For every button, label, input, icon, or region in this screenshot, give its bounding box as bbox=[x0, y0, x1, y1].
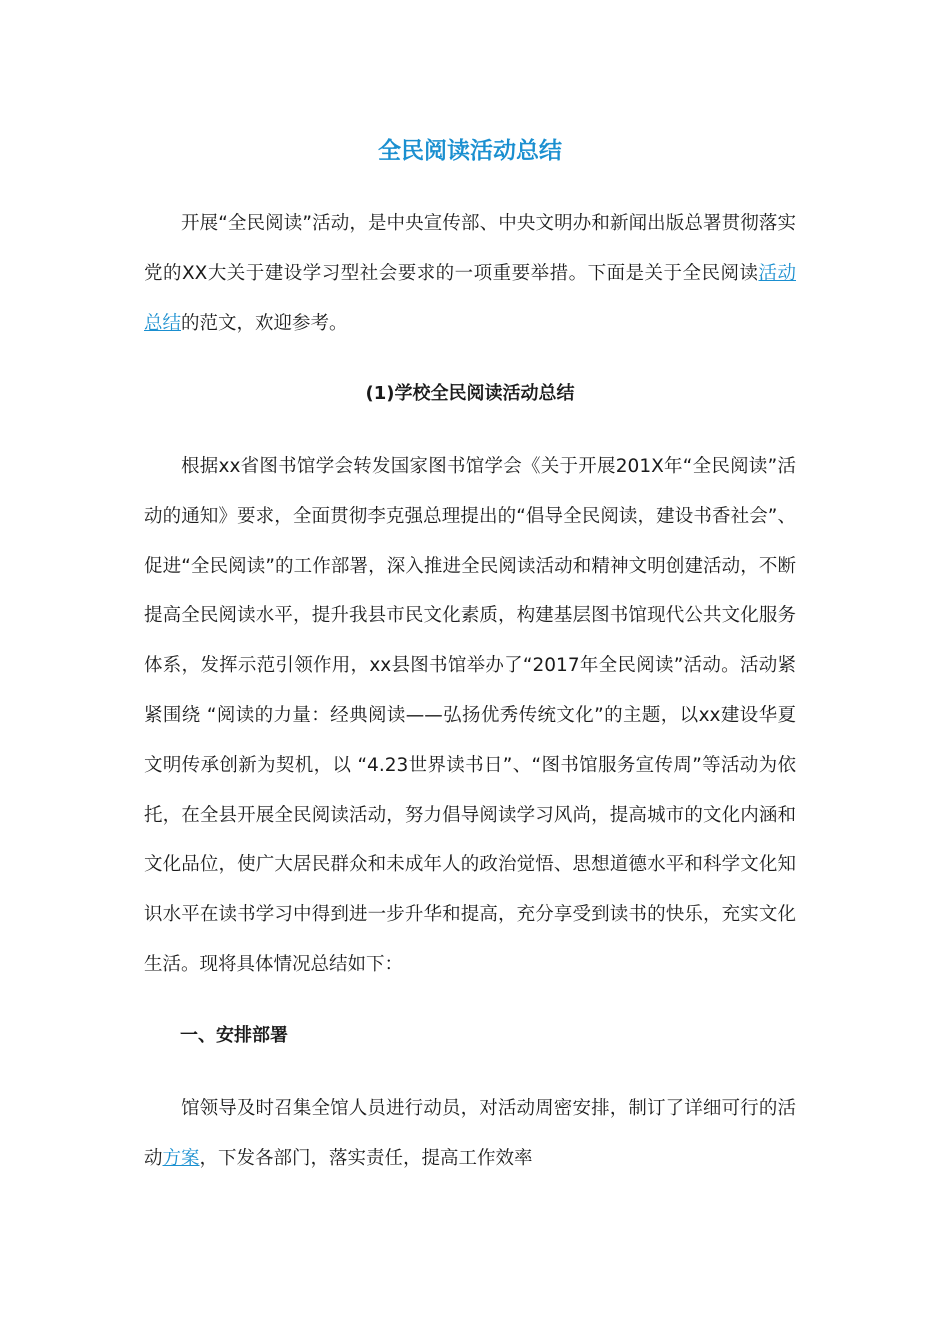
plan-link[interactable]: 方案 bbox=[162, 1147, 200, 1169]
document-title: 全民阅读活动总结 bbox=[378, 138, 562, 164]
subsection-1-paragraph bbox=[144, 1084, 796, 1184]
subsection-text-before-link: 馆领导及时召集全馆人员进行动员，对活动周密安排，制订了详细可行的活动 bbox=[144, 1098, 796, 1169]
subsection-1-heading: 一、安排部署 bbox=[180, 1025, 288, 1046]
section-1-heading: (1)学校全民阅读活动总结 bbox=[365, 383, 575, 404]
intro-paragraph bbox=[144, 199, 796, 348]
activity-summary-link[interactable]: 活动总结 bbox=[144, 262, 796, 334]
subsection-text-after-link: ，下发各部门，落实责任，提高工作效率 bbox=[199, 1147, 533, 1169]
section-1-paragraph: 根据xx省图书馆学会转发国家图书馆学会《关于开展201X年“全民阅读”活动的通知》要求，全面贯彻李克强总理提出的“倡导全民阅读，建设书香社会”、促进“全民阅读”的工作部署，深入推进全民阅读活动和精神文明创建活动，不断提高全民阅读水平，提升我县市民文化素质，构建基层图书馆现代公共文化服务体系，发挥示范引领作用，xx县图书馆举办了“2017年全民阅读”活动。活动紧紧围绕 “阅读的力量：经典阅读——弘扬优秀传统文化”的主题，以xx建设华夏文明传承创新为契机，以 “4.23世界读书日”、“图书馆服务宣传周”等活动为依托，在全县开展全民阅读活动，努力倡导阅读学习风尚，提高城市的文化内涵和文化品位，使广大居民群众和未成年人的政治觉悟、思想道德水平和科学文化知识水平在读书学习中得到进一步升华和提高，充分享受到读书的快乐，充实文化生活。现将具体情况总结如下： bbox=[144, 456, 796, 975]
intro-text-before-link: 开展“全民阅读”活动，是中央宣传部、中央文明办和新闻出版总署贯彻落实党的XX大关于建设学习型社会要求的一项重要举措。下面是关于全民阅读 bbox=[144, 213, 796, 284]
intro-text-after-link: 的范文，欢迎参考。 bbox=[181, 312, 348, 334]
